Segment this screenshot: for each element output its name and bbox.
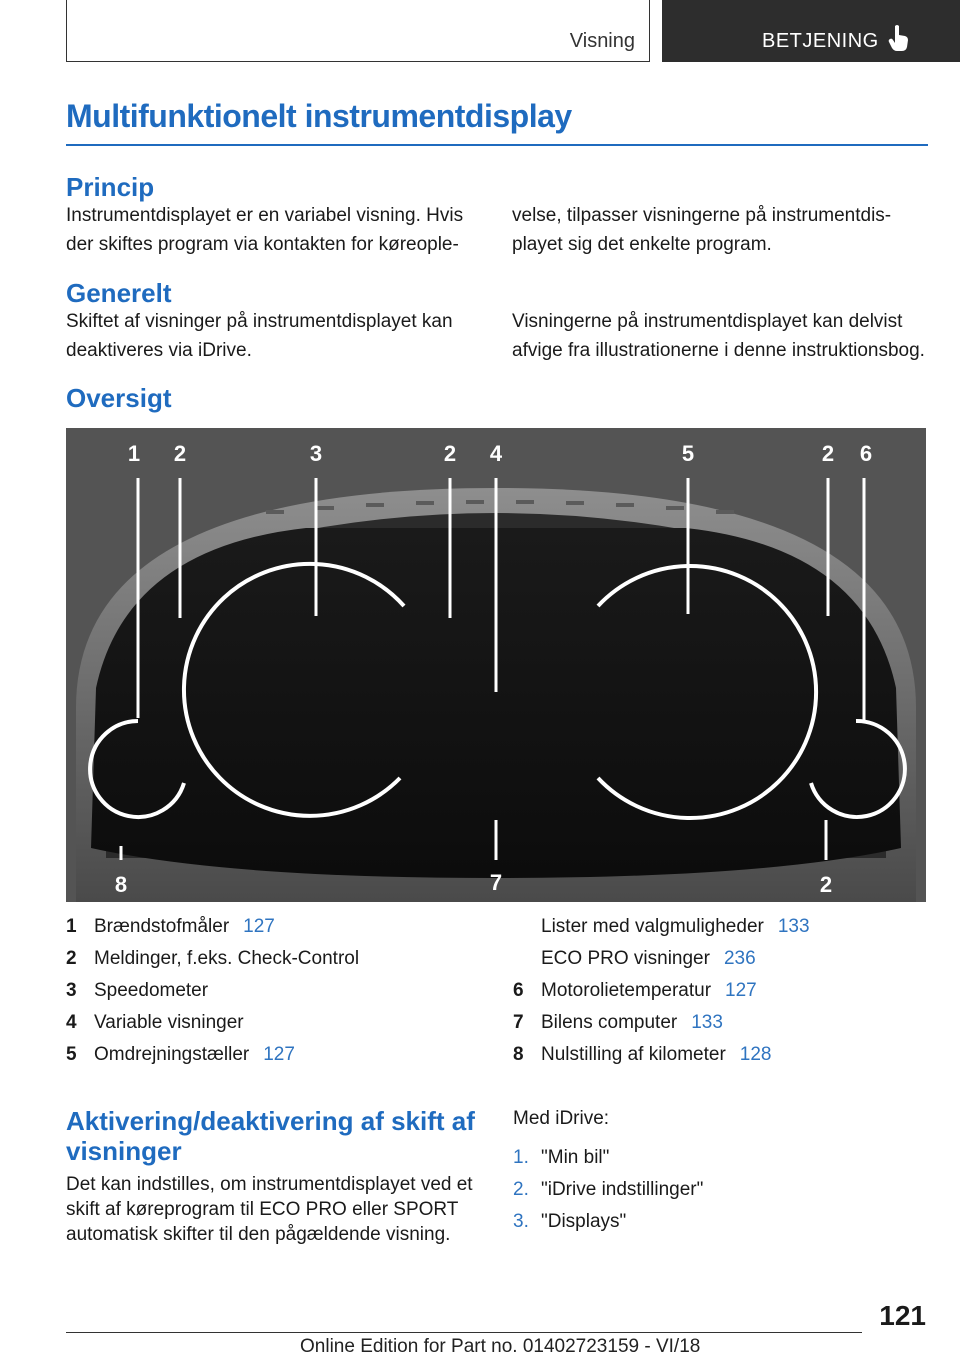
page-link[interactable]: 128 [739, 1044, 772, 1065]
step-number: 3. [513, 1211, 529, 1232]
legend-item [513, 1007, 810, 1039]
legend-item [513, 911, 810, 943]
idrive-intro: Med iDrive: [513, 1108, 610, 1129]
legend-text: Omdrejningstæller [94, 1044, 250, 1065]
oversigt-heading: Oversigt [66, 383, 172, 413]
generelt-text-right: Visningerne på instrumentdisplayet kan delvist afvige fra illustrationerne i denne instruktionsbog. [512, 311, 925, 361]
page-link[interactable]: 133 [777, 916, 810, 937]
legend-item [66, 975, 359, 1007]
page-title: Multifunktionelt instrumentdisplay [66, 98, 572, 134]
legend-item [66, 1039, 359, 1071]
legend-item [513, 1039, 810, 1071]
title-underline [66, 144, 928, 146]
list-item [513, 1207, 933, 1239]
page-link[interactable]: 133 [691, 1012, 723, 1033]
legend-item [66, 1007, 359, 1039]
aktivering-text: Det kan indstilles, om instrumentdisplayet ved et skift af køreprogram til ECO PRO eller SPORT automatisk skifter til den pågældende visning. [66, 1174, 473, 1245]
step-text: "Min bil" [541, 1147, 610, 1168]
list-item [513, 1143, 933, 1175]
page-number: 121 [879, 1300, 926, 1331]
callout-2c: 2 [821, 441, 835, 466]
header-chapter-label: BETJENING [762, 30, 879, 52]
callout-5: 5 [681, 441, 695, 466]
footer-rule [66, 1332, 862, 1333]
legend-text: Variable visninger [94, 1012, 244, 1033]
legend-item [66, 911, 359, 943]
legend-number: 6 [513, 980, 524, 1001]
legend-text: Bilens computer [541, 1012, 678, 1033]
step-number: 2. [513, 1179, 529, 1200]
legend-text: Lister med valgmuligheder [541, 916, 764, 937]
legend-number: 1 [66, 916, 77, 937]
header-section-tab [66, 0, 650, 62]
callout-6: 6 [859, 441, 873, 466]
legend-left [66, 911, 359, 1071]
page-link[interactable]: 127 [263, 1044, 295, 1065]
step-text: "Displays" [541, 1211, 627, 1232]
callout-4: 4 [489, 441, 503, 466]
pointing-hand-icon [888, 24, 910, 52]
step-number: 1. [513, 1147, 529, 1168]
legend-number: 3 [66, 980, 77, 1001]
legend-text: ECO PRO visninger [541, 948, 710, 969]
legend-number: 2 [66, 948, 77, 969]
callout-7: 7 [489, 870, 503, 895]
page-link[interactable]: 236 [723, 948, 756, 969]
legend-text: Meldinger, f.eks. Check-Control [94, 948, 360, 969]
princip-heading: Princip [66, 172, 155, 202]
legend-number: 8 [513, 1044, 524, 1065]
step-text: "iDrive indstillinger" [541, 1179, 704, 1200]
generelt-heading: Generelt [66, 278, 172, 308]
page-link[interactable]: 127 [243, 916, 275, 937]
legend-text: Speedometer [94, 980, 209, 1001]
callout-2a: 2 [173, 441, 187, 466]
legend-right [513, 911, 810, 1071]
page-link[interactable]: 127 [725, 980, 757, 1001]
legend-text: Motorolietemperatur [541, 980, 712, 1001]
header-section-label: Visning [569, 30, 635, 52]
instrument-cluster-illustration [66, 428, 926, 902]
idrive-steps [513, 1104, 933, 1239]
legend-text: Brændstofmåler [94, 916, 230, 937]
list-item [513, 1175, 933, 1207]
footer-text: Online Edition for Part no. 01402723159 - VI/18 [300, 1336, 701, 1357]
legend-number: 4 [66, 1012, 77, 1033]
legend-text: Nulstilling af kilometer [541, 1044, 726, 1065]
callout-1: 1 [127, 441, 141, 466]
header-chapter-tab [662, 0, 960, 62]
instrument-cluster-figure [66, 428, 926, 902]
generelt-text-left: Skiftet af visninger på instrumentdisplayet kan deaktiveres via iDrive. [66, 311, 453, 361]
legend-item [66, 943, 359, 975]
callout-8: 8 [114, 872, 128, 897]
princip-text-left: Instrumentdisplayet er en variabel visning. Hvis der skiftes program via kontakten for køreople- [66, 205, 464, 255]
callout-2d: 2 [819, 872, 833, 897]
legend-item [513, 975, 810, 1007]
princip-text-right: velse, tilpasser visningerne på instrumentdis-playet sig det enkelte program. [512, 205, 892, 255]
legend-number: 7 [513, 1012, 524, 1033]
callout-2b: 2 [443, 441, 457, 466]
aktivering-heading: Aktivering/deaktivering af skift af visninger [66, 1106, 475, 1166]
callout-3: 3 [309, 441, 323, 466]
legend-item [513, 943, 810, 975]
legend-number: 5 [66, 1044, 77, 1065]
